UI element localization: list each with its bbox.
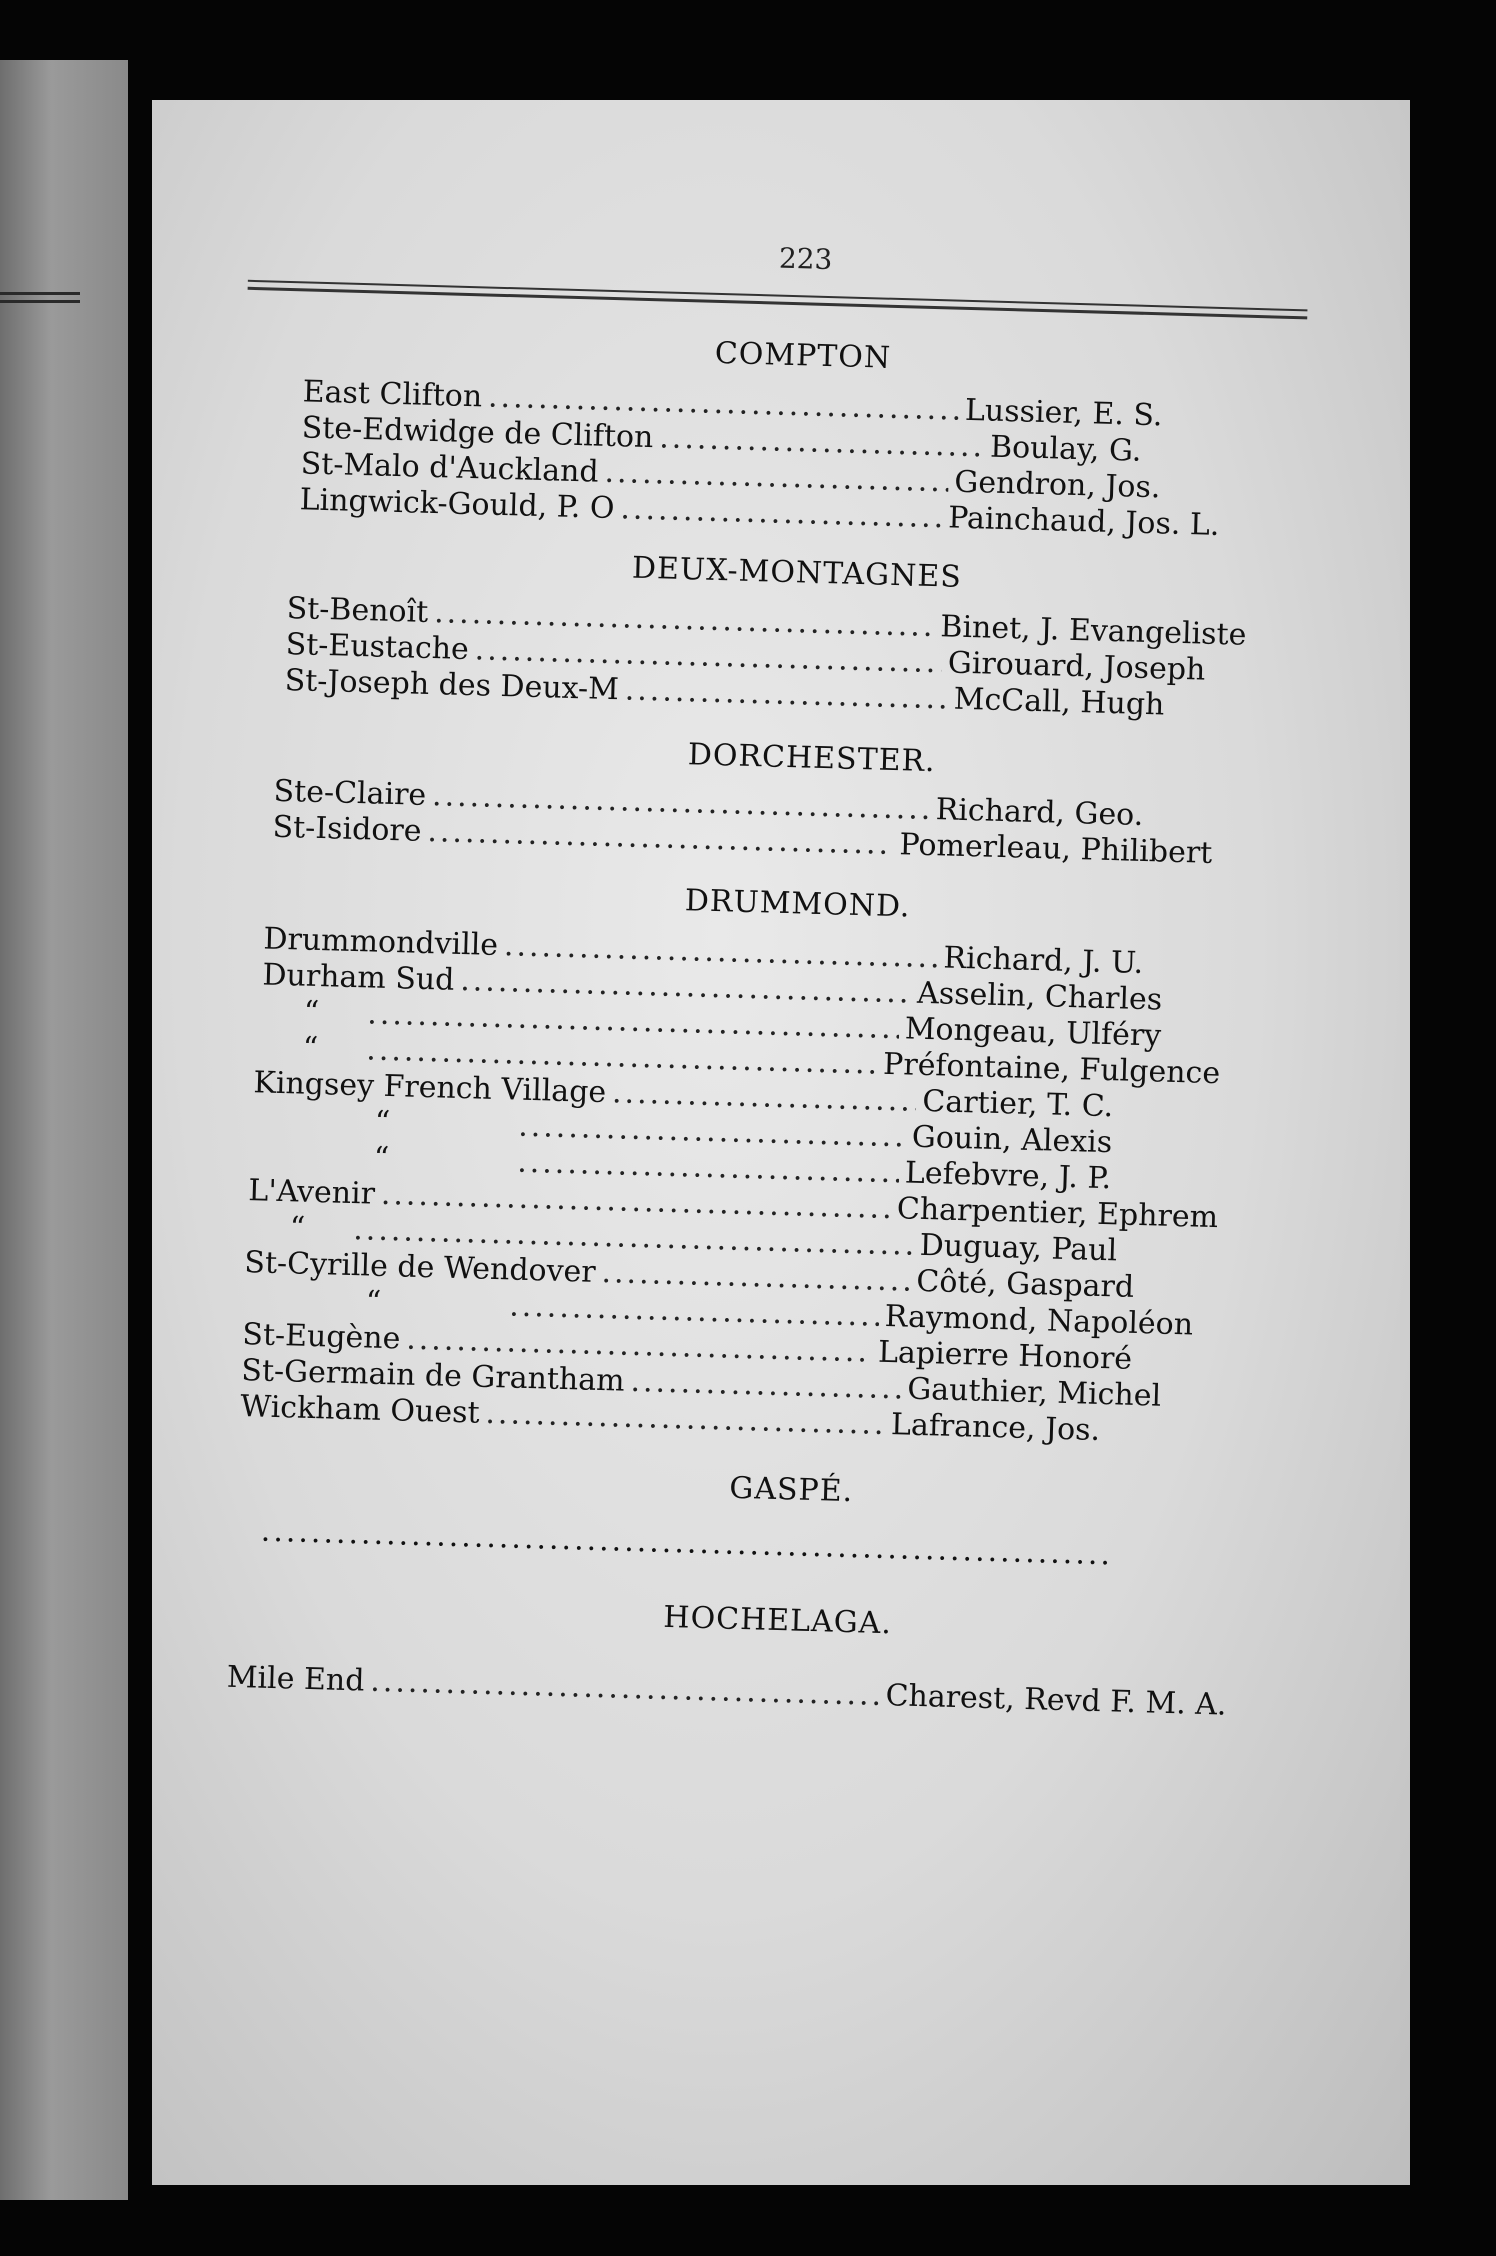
person-name: Lussier, E. S.: [964, 392, 1163, 434]
ditto-mark: “: [302, 1030, 319, 1067]
person-name: Lefebvre, J. P.: [904, 1155, 1112, 1197]
empty-entry-dots: [260, 1514, 1111, 1573]
person-name: Mongeau, Ulféry: [904, 1011, 1162, 1054]
section-title: DORCHESTER.: [687, 737, 937, 780]
ditto-mark: “: [365, 1284, 382, 1320]
place-name: St-Malo d'Auckland: [300, 446, 600, 490]
place-name: L'Avenir: [247, 1173, 376, 1212]
facing-page-rule: [0, 292, 80, 295]
place-name: Drummondville: [262, 921, 499, 964]
person-name: Gauthier, Michel: [906, 1371, 1162, 1414]
place-name: Kingsey French Village: [252, 1065, 607, 1111]
place-name: St-Cyrille de Wendover: [243, 1245, 597, 1290]
place-name: Ste-Edwidge de Clifton: [301, 410, 654, 456]
person-name: Lapierre Honoré: [877, 1334, 1133, 1377]
section-title: DEUX-MONTAGNES: [631, 550, 963, 595]
page-content: [123, 83, 1439, 2202]
place-name: St-Eugène: [241, 1317, 401, 1357]
facing-page-rule: [0, 300, 80, 303]
person-name: Richard, Geo.: [935, 792, 1144, 833]
person-name: Binet, J. Evangeliste: [939, 609, 1247, 653]
person-name: Girouard, Joseph: [947, 645, 1206, 688]
person-name: Duguay, Paul: [919, 1227, 1118, 1269]
place-name: Wickham Ouest: [239, 1389, 481, 1431]
person-name: Lafrance, Jos.: [890, 1407, 1101, 1449]
facing-page-edge: [0, 60, 128, 2200]
person-name: Pomerleau, Philibert: [899, 827, 1213, 871]
person-name: Gendron, Jos.: [953, 464, 1161, 506]
place-name: St-Joseph des Deux-M: [284, 662, 620, 708]
place-name: East Clifton: [302, 374, 483, 415]
page-number: 223: [778, 241, 833, 277]
place-name: Durham Sud: [261, 957, 455, 998]
person-name: Charpentier, Ephrem: [896, 1191, 1219, 1236]
ditto-mark: “: [303, 994, 320, 1031]
person-name: McCall, Hugh: [953, 681, 1165, 723]
place-name: Mile End: [226, 1659, 365, 1699]
person-name: Raymond, Napoléon: [884, 1298, 1194, 1343]
place-name: St-Germain de Grantham: [240, 1353, 626, 1399]
place-name: Lingwick-Gould, P. O: [299, 482, 616, 527]
person-name: Charest, Revd F. M. A.: [885, 1678, 1227, 1723]
leader-dots: [370, 1664, 880, 1713]
person-name: Gouin, Alexis: [911, 1119, 1113, 1161]
header-rule: [248, 287, 1308, 320]
person-name: Côté, Gaspard: [915, 1263, 1135, 1305]
person-name: Asselin, Charles: [916, 975, 1163, 1018]
place-name: St-Benoît: [286, 590, 429, 630]
section-title: DRUMMOND.: [684, 883, 911, 925]
ditto-mark: “: [289, 1210, 306, 1246]
book-page: [152, 100, 1410, 2185]
place-name: St-Isidore: [272, 809, 422, 849]
ditto-mark: “: [373, 1140, 390, 1177]
place-name: St-Eustache: [285, 626, 470, 668]
ditto-mark: “: [374, 1104, 391, 1141]
list-item: [226, 1660, 1227, 1723]
person-name: Painchaud, Jos. L.: [947, 500, 1220, 543]
place-name: Ste-Claire: [273, 773, 427, 813]
person-name: Richard, J. U.: [943, 940, 1144, 982]
person-name: Cartier, T. C.: [921, 1083, 1114, 1125]
person-name: Préfontaine, Fulgence: [882, 1046, 1221, 1092]
section-title: HOCHELAGA.: [662, 1599, 893, 1642]
section-title: GASPÉ.: [728, 1470, 854, 1510]
person-name: Boulay, G.: [989, 429, 1142, 469]
section-title: COMPTON: [714, 335, 892, 376]
